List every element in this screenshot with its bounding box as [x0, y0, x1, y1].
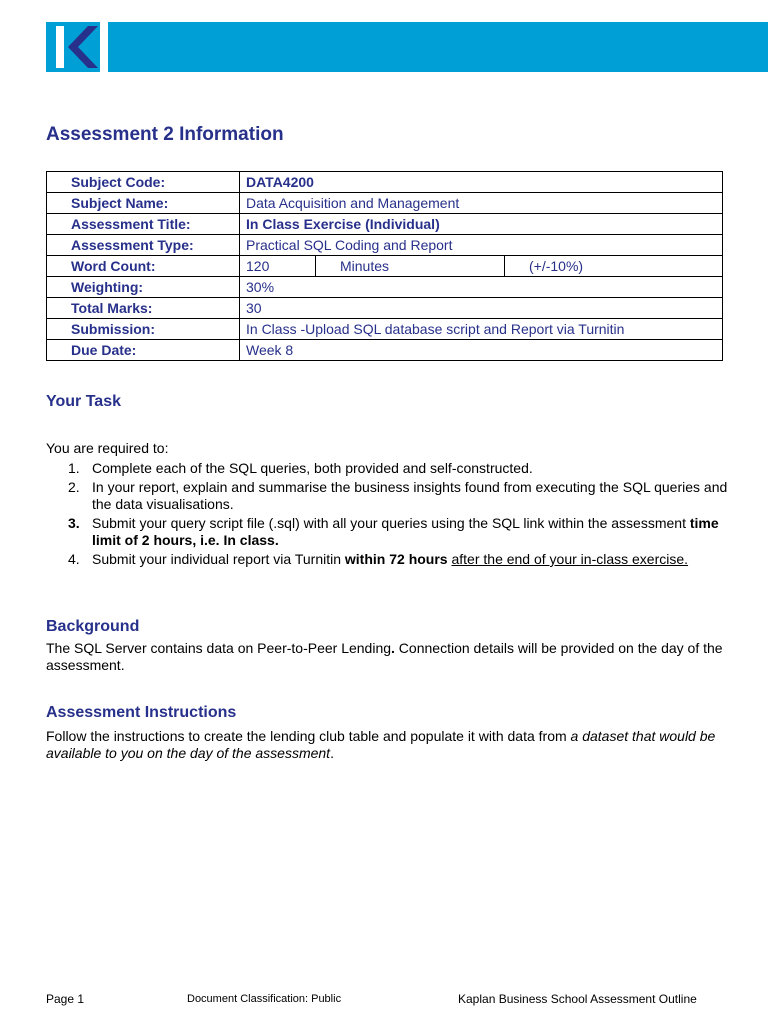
submission-value: In Class -Upload SQL database script and Report via Turnitin	[240, 319, 723, 340]
footer-page: Page 1	[46, 992, 85, 1006]
table-row	[47, 298, 723, 319]
submission-label: Submission:	[47, 319, 240, 340]
page-title: Assessment 2 Information	[46, 124, 284, 145]
table-row	[47, 340, 723, 361]
background-text-a: The SQL Server contains data on Peer-to-Peer Lending	[46, 640, 392, 656]
kaplan-logo	[46, 22, 100, 72]
your-task-heading: Your Task	[46, 393, 121, 410]
total-marks-label: Total Marks:	[47, 298, 240, 319]
weighting-value: 30%	[240, 277, 723, 298]
assessment-type-label: Assessment Type:	[47, 235, 240, 256]
background-text-dot: .	[391, 640, 395, 656]
due-date-label: Due Date:	[47, 340, 240, 361]
footer-outline: Kaplan Business School Assessment Outline	[458, 992, 697, 1006]
list-number: 4.	[68, 551, 80, 567]
list-item	[46, 551, 736, 568]
word-count-unit: Minutes	[316, 256, 505, 277]
table-row	[47, 214, 723, 235]
assessment-title-value: In Class Exercise (Individual)	[240, 214, 723, 235]
background-text	[46, 640, 736, 674]
assessment-type-value: Practical SQL Coding and Report	[240, 235, 723, 256]
subject-code-value: DATA4200	[240, 172, 723, 193]
list-text: Submit your query script file (.sql) with all your queries using the SQL link within the assessment	[92, 515, 690, 531]
subject-code-label: Subject Code:	[47, 172, 240, 193]
list-number: 3.	[68, 515, 80, 531]
total-marks-value: 30	[240, 298, 723, 319]
list-text-bold: time limit of 2 hours, i.e. In class.	[92, 515, 719, 548]
table-row	[47, 235, 723, 256]
list-text: Complete each of the SQL queries, both provided and self-constructed.	[92, 460, 533, 476]
list-item	[46, 460, 736, 477]
assessment-title-label: Assessment Title:	[47, 214, 240, 235]
background-heading: Background	[46, 618, 140, 635]
list-text-underlined: after the end of your in-class exercise.	[451, 551, 689, 567]
footer-classification: Document Classification: Public	[187, 993, 342, 1005]
subject-name-value: Data Acquisition and Management	[240, 193, 723, 214]
task-list	[46, 460, 736, 570]
list-text-bold: within 72 hours	[344, 551, 448, 567]
instructions-text-italic: a dataset that would be available to you on the day of the assessment	[46, 728, 716, 761]
instructions-text-main: Follow the instructions to create the lending club table and populate it with data from	[46, 728, 571, 744]
task-intro: You are required to:	[46, 440, 169, 456]
assessment-info-table	[46, 171, 723, 361]
table-row	[47, 172, 723, 193]
word-count-label: Word Count:	[47, 256, 240, 277]
list-item	[46, 479, 736, 513]
table-row	[47, 319, 723, 340]
list-number: 2.	[68, 479, 80, 495]
table-row	[47, 256, 723, 277]
word-count-value: 120	[240, 256, 316, 277]
word-count-tolerance: (+/-10%)	[505, 256, 723, 277]
list-item	[46, 515, 736, 549]
subject-name-label: Subject Name:	[47, 193, 240, 214]
weighting-label: Weighting:	[47, 277, 240, 298]
list-text: In your report, explain and summarise the business insights found from executing the SQL queries and the data visualisations.	[92, 479, 728, 512]
header-bar	[108, 22, 768, 72]
list-number: 1.	[68, 460, 80, 476]
table-row	[47, 277, 723, 298]
list-text: Submit your individual report via Turnitin	[92, 551, 345, 567]
due-date-value: Week 8	[240, 340, 723, 361]
instructions-text	[46, 728, 736, 762]
background-text-b: Connection details will be provided on the day of the assessment.	[46, 640, 723, 673]
instructions-text-end: .	[330, 745, 334, 761]
assessment-instructions-heading: Assessment Instructions	[46, 704, 237, 721]
table-row	[47, 193, 723, 214]
